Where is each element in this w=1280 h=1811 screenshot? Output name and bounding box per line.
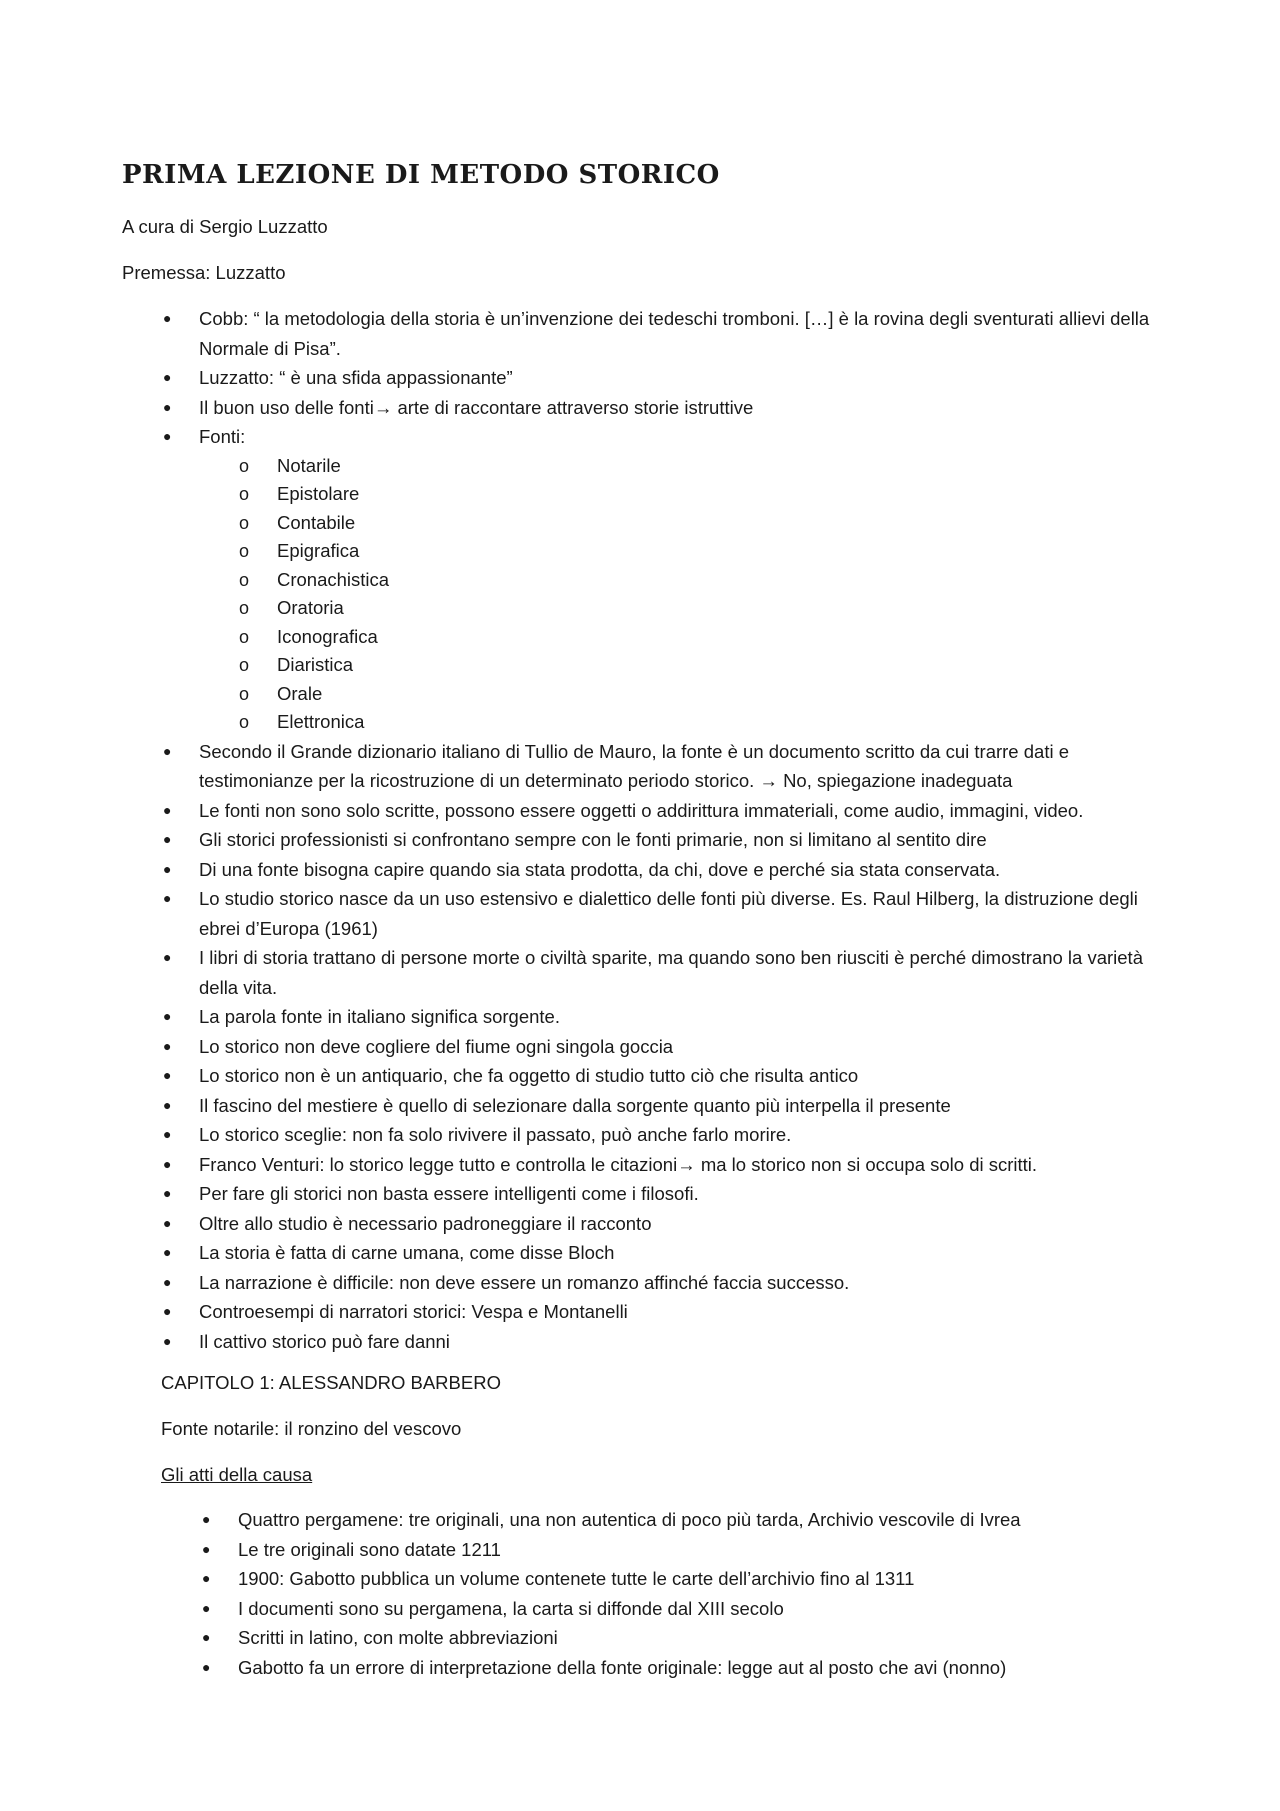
list-item-text: Le tre originali sono datate 1211 (238, 1538, 501, 1560)
list-item (163, 1209, 1179, 1239)
bullet-icon: ● (202, 1599, 211, 1616)
list-item (163, 855, 1179, 885)
sublist-item-text: Notarile (277, 454, 341, 476)
list-item-text: Quattro pergamene: tre originali, una non autentica di poco più tarda, Archivio vescovile di Ivrea (238, 1509, 1021, 1530)
bullet-icon: ● (163, 1185, 172, 1201)
circle-bullet-icon: o (239, 683, 250, 704)
bullet-icon: ● (163, 1037, 172, 1054)
list-item (202, 1653, 1198, 1683)
list-item (163, 1061, 1179, 1091)
list-item-text: Lo storico non deve cogliere del fiume ogni singola goccia (199, 1035, 674, 1057)
chapter-heading: CAPITOLO 1: ALESSANDRO BARBERO (161, 1372, 501, 1393)
bullet-icon: ● (202, 1629, 211, 1645)
bullet-icon: ● (163, 398, 172, 415)
bullet-icon: ● (163, 1008, 172, 1024)
sublist-item-text: Cronachistica (277, 568, 390, 590)
bullet-icon: ● (163, 428, 172, 444)
premise-bullet-list (163, 304, 1179, 1356)
bullet-icon: ● (163, 890, 172, 906)
list-item-text: I documenti sono su pergamena, la carta si diffonde dal XIII secolo (238, 1597, 784, 1619)
bullet-icon: ● (163, 1273, 172, 1290)
section-bullet-list (202, 1505, 1198, 1682)
list-item (163, 737, 1179, 796)
list-item (163, 1297, 1179, 1327)
sublist-item (239, 651, 1179, 680)
list-item-text: Lo studio storico nasce da un uso estensivo e dialettico delle fonti più diverse. Es. Raul Hilberg, la distruzione degli ebrei d’Europa (1961) (199, 888, 1138, 939)
list-item-text: Di una fonte bisogna capire quando sia stata prodotta, da chi, dove e perché sia stata conservata. (199, 858, 1001, 880)
list-item-text: La storia è fatta di carne umana, come disse Bloch (199, 1242, 615, 1263)
list-item (163, 1238, 1179, 1268)
bullet-icon: ● (202, 1511, 211, 1527)
sublist-item (239, 452, 1179, 481)
bullet-icon: ● (163, 1332, 172, 1349)
list-item (163, 1327, 1179, 1357)
list-item-text: Luzzatto: “ è una sfida appassionante” (199, 367, 513, 388)
list-item-text: Il buon uso delle fonti→ arte di raccontare attraverso storie istruttive (199, 396, 754, 418)
list-item-text: Fonti: (199, 426, 246, 447)
circle-bullet-icon: o (239, 712, 250, 732)
list-item-text: Franco Venturi: lo storico legge tutto e controlla le citazioni→ ma lo storico non si occupa solo di scritti. (199, 1153, 1038, 1175)
list-item-text: Lo storico non è un antiquario, che fa oggetto di studio tutto ciò che risulta antico (199, 1065, 859, 1086)
circle-bullet-icon: o (239, 541, 250, 561)
bullet-icon: ● (163, 1067, 172, 1083)
list-item-text: Le fonti non sono solo scritte, possono essere oggetti o addirittura immateriali, come audio, immagini, video. (199, 799, 1084, 821)
sublist-item-text: Oratoria (277, 597, 344, 618)
bullet-icon: ● (163, 1096, 172, 1113)
bullet-icon: ● (202, 1658, 211, 1675)
list-item (163, 304, 1179, 363)
list-item (163, 1002, 1179, 1032)
list-item-text: Il cattivo storico può fare danni (199, 1330, 450, 1352)
source-subheading: Fonte notarile: il ronzino del vescovo (161, 1418, 462, 1439)
circle-bullet-icon: o (239, 512, 250, 533)
list-item (163, 1032, 1179, 1062)
bullet-icon: ● (163, 949, 172, 965)
bullet-icon: ● (202, 1570, 211, 1586)
bullet-icon: ● (163, 369, 172, 385)
sublist-item-text: Orale (277, 682, 323, 704)
list-item (163, 943, 1179, 1002)
list-item (163, 1120, 1179, 1150)
sublist-item (239, 480, 1179, 509)
circle-bullet-icon: o (239, 484, 250, 504)
sublist-item-text: Diaristica (277, 654, 354, 675)
list-item (202, 1594, 1198, 1624)
list-item (163, 363, 1179, 393)
list-item-text: Gabotto fa un errore di interpretazione della fonte originale: legge aut al posto che avi (nonno) (238, 1656, 1007, 1678)
sublist-item (239, 680, 1179, 709)
bullet-icon: ● (163, 1244, 172, 1260)
sublist-item (239, 566, 1179, 595)
circle-bullet-icon: o (239, 655, 250, 675)
list-item-text: Scritti in latino, con molte abbreviazioni (238, 1627, 558, 1648)
list-item (163, 422, 1179, 737)
bullet-icon: ● (163, 1303, 172, 1319)
bullet-icon: ● (163, 1155, 172, 1172)
list-item-text: Cobb: “ la metodologia della storia è un’invenzione dei tedeschi tromboni. […] è la rovina degli sventurati allievi della Normale di Pisa”. (199, 308, 1150, 359)
sublist-item (239, 623, 1179, 652)
list-item-text: Gli storici professionisti si confrontano sempre con le fonti primarie, non si limitano al sentito dire (199, 829, 987, 850)
sublist-item-text: Epistolare (277, 483, 360, 504)
sublist-item-text: Iconografica (277, 625, 378, 647)
bullet-icon: ● (163, 860, 172, 877)
list-item (163, 1091, 1179, 1121)
bullet-icon: ● (163, 831, 172, 847)
list-item-text: Oltre allo studio è necessario padroneggiare il racconto (199, 1212, 652, 1234)
circle-bullet-icon: o (239, 455, 250, 476)
list-item-text: La parola fonte in italiano significa sorgente. (199, 1006, 560, 1027)
bullet-icon: ● (163, 1126, 172, 1142)
list-item (202, 1623, 1198, 1653)
bullet-icon: ● (163, 310, 172, 326)
bullet-icon: ● (202, 1540, 211, 1557)
sublist-item (239, 509, 1179, 538)
list-item-text: I libri di storia trattano di persone morte o civiltà sparite, ma quando sono ben riusciti è perché dimostrano la varietà della vita. (199, 947, 1143, 998)
section-heading: Gli atti della causa (161, 1464, 313, 1485)
bullet-icon: ● (163, 801, 172, 818)
list-item-text: Secondo il Grande dizionario italiano di Tullio de Mauro, la fonte è un documento scritto da cui trarre dati e testimonianze per la ricostruzione di un determinato periodo storico. → No, spiegazione inadeguata (199, 740, 1069, 791)
list-item (163, 884, 1179, 943)
sublist-item-text: Contabile (277, 511, 356, 533)
list-item-text: La narrazione è difficile: non deve essere un romanzo affinché faccia successo. (199, 1271, 850, 1293)
bullet-icon: ● (163, 1214, 172, 1231)
document-title: PRIMA LEZIONE DI METODO STORICO (122, 160, 720, 190)
sublist-item (239, 708, 1179, 737)
curator-line: A cura di Sergio Luzzatto (122, 216, 328, 237)
sublist-item-text: Epigrafica (277, 540, 360, 561)
list-item (163, 393, 1179, 423)
list-item (163, 1150, 1179, 1180)
list-item-text: Controesempi di narratori storici: Vespa e Montanelli (199, 1301, 628, 1322)
list-item (163, 796, 1179, 826)
list-item (202, 1505, 1198, 1535)
circle-bullet-icon: o (239, 626, 250, 647)
premise-line: Premessa: Luzzatto (122, 262, 286, 283)
list-item (202, 1535, 1198, 1565)
sublist-item (239, 594, 1179, 623)
list-item-text: Per fare gli storici non basta essere intelligenti come i filosofi. (199, 1183, 699, 1204)
list-item (202, 1564, 1198, 1594)
list-item-text: 1900: Gabotto pubblica un volume contenete tutte le carte dell’archivio fino al 1311 (238, 1568, 915, 1589)
sublist-item-text: Elettronica (277, 711, 365, 732)
list-item (163, 1179, 1179, 1209)
fonti-sublist (239, 452, 1179, 737)
list-item-text: Il fascino del mestiere è quello di selezionare dalla sorgente quanto più interpella il presente (199, 1094, 951, 1116)
list-item (163, 825, 1179, 855)
circle-bullet-icon: o (239, 598, 250, 618)
bullet-icon: ● (163, 742, 172, 759)
sublist-item (239, 537, 1179, 566)
list-item-text: Lo storico sceglie: non fa solo rivivere il passato, può anche farlo morire. (199, 1124, 792, 1145)
list-item (163, 1268, 1179, 1298)
circle-bullet-icon: o (239, 569, 250, 590)
